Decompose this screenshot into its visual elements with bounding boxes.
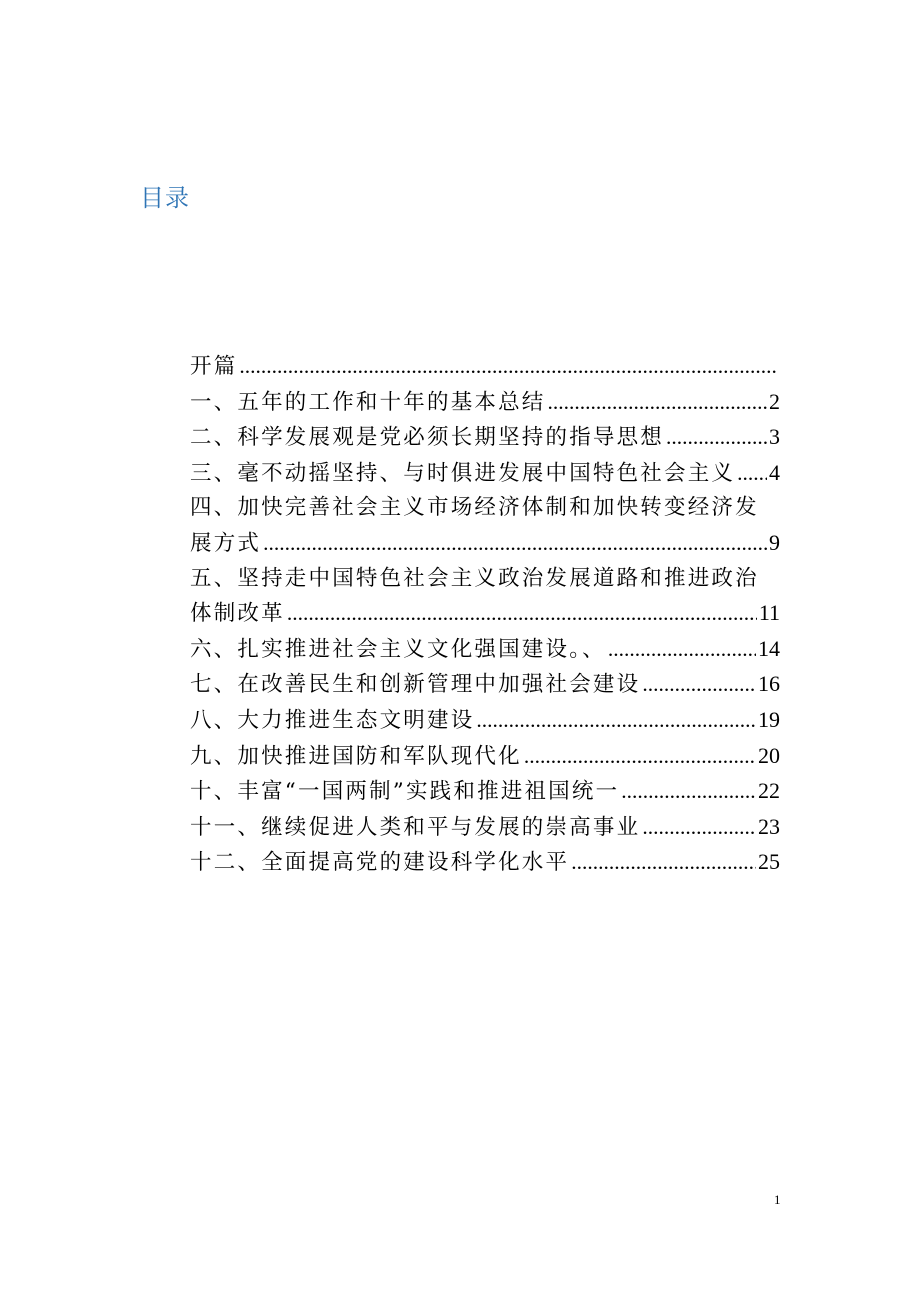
toc-page-number: 19 xyxy=(758,706,780,732)
toc-entry-title: 开篇 xyxy=(190,354,238,379)
page-number: 1 xyxy=(774,1192,781,1207)
toc-entry-line xyxy=(190,845,780,881)
toc-entry[interactable] xyxy=(190,385,780,421)
toc-entry-line xyxy=(190,810,780,846)
toc-dot-leader xyxy=(642,667,756,702)
toc-dot-leader xyxy=(608,632,756,667)
toc-page-number: 4 xyxy=(769,459,780,485)
toc-dot-leader xyxy=(571,845,756,880)
toc-entry-title: 二、科学发展观是党必须长期坚持的指导思想 xyxy=(190,425,665,451)
toc-entry-title: 八、大力推进生态文明建设 xyxy=(190,707,475,733)
toc-entry-title: 十二、全面提高党的建设科学化水平 xyxy=(190,850,570,876)
toc-page-number: 2 xyxy=(769,388,780,414)
toc-entry-title: 五、坚持走中国特色社会主义政治发展道路和推进政治 xyxy=(190,565,759,591)
toc-entry[interactable] xyxy=(190,810,780,846)
toc-entry-title: 十一、继续促进人类和平与发展的崇高事业 xyxy=(190,814,641,840)
toc-dot-leader xyxy=(737,456,767,491)
toc-dot-leader xyxy=(642,810,756,845)
toc-entry-line xyxy=(190,491,780,526)
toc-entry-line xyxy=(190,385,780,421)
toc-entry[interactable] xyxy=(190,667,780,703)
toc-dot-leader xyxy=(239,349,778,384)
toc-entry-line xyxy=(190,420,780,456)
toc-entry-title: 体制改革 xyxy=(190,601,285,627)
toc-page-number: 22 xyxy=(758,778,780,804)
toc-page-number: 11 xyxy=(758,600,780,626)
toc-entry[interactable] xyxy=(190,632,780,668)
toc-entry-title: 三、毫不动摇坚持、与时俱进发展中国特色社会主义 xyxy=(190,460,736,486)
toc-entry-line xyxy=(190,349,780,385)
toc-entry-line xyxy=(190,562,780,597)
toc-entry-line xyxy=(190,739,780,775)
toc-page-number: 14 xyxy=(758,635,780,661)
toc-entry[interactable] xyxy=(190,420,780,456)
toc-heading: 目录 xyxy=(140,184,190,212)
toc-page-number: 16 xyxy=(758,671,780,697)
toc-page-number: 25 xyxy=(758,849,780,875)
toc-entry[interactable] xyxy=(190,703,780,739)
toc-entry-line xyxy=(190,456,780,492)
table-of-contents xyxy=(190,349,780,881)
toc-dot-leader xyxy=(287,596,757,631)
toc-dot-leader xyxy=(263,526,767,561)
toc-entry-title: 九、加快推进国防和军队现代化 xyxy=(190,743,522,769)
toc-dot-leader xyxy=(548,385,767,420)
toc-page-number: 9 xyxy=(769,529,780,555)
toc-entry[interactable] xyxy=(190,562,780,632)
toc-entry-title: 展方式 xyxy=(190,530,262,556)
toc-entry[interactable] xyxy=(190,739,780,775)
toc-page-number: 20 xyxy=(758,742,780,768)
toc-entry[interactable] xyxy=(190,491,780,561)
toc-entry-title: 四、加快完善社会主义市场经济体制和加快转变经济发 xyxy=(190,495,759,521)
toc-dot-leader xyxy=(524,739,756,774)
toc-entry[interactable] xyxy=(190,456,780,492)
toc-entry-line xyxy=(190,774,780,810)
toc-entry[interactable] xyxy=(190,845,780,881)
toc-entry-title: 一、五年的工作和十年的基本总结 xyxy=(190,389,546,415)
toc-dot-leader xyxy=(621,774,756,809)
toc-entry-line xyxy=(190,526,780,562)
toc-entry[interactable] xyxy=(190,774,780,810)
toc-page-number: 23 xyxy=(758,813,780,839)
toc-entry-line xyxy=(190,632,780,668)
toc-dot-leader xyxy=(666,420,767,455)
toc-dot-leader xyxy=(476,703,756,738)
toc-entry-title: 十、丰富“一国两制”实践和推进祖国统一 xyxy=(190,779,620,805)
toc-entry[interactable] xyxy=(190,349,780,385)
toc-entry-title: 六、扎实推进社会主义文化强国建设。、 xyxy=(190,636,606,662)
toc-entry-title: 七、在改善民生和创新管理中加强社会建设 xyxy=(190,672,641,698)
toc-page-number: 3 xyxy=(769,424,780,450)
toc-entry-line xyxy=(190,703,780,739)
toc-entry-line xyxy=(190,596,780,632)
toc-entry-line xyxy=(190,667,780,703)
